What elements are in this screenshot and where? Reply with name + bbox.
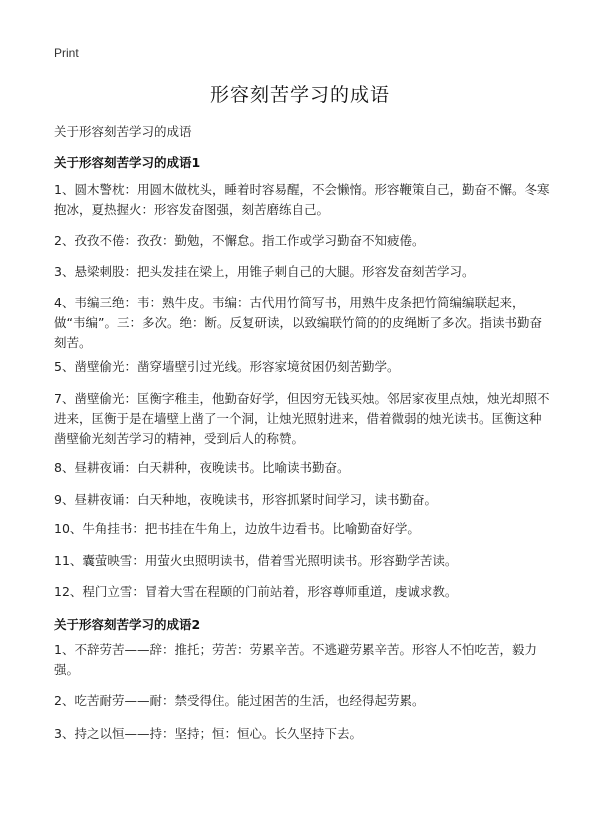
page-title: 形容刻苦学习的成语 bbox=[209, 84, 390, 106]
list-item: 3、持之以恒——持：坚持；恒：恒心。长久坚持下去。 bbox=[54, 726, 362, 741]
list-item: 8、昼耕夜诵：白天耕种，夜晚读书。比喻读书勤奋。 bbox=[54, 460, 350, 475]
list-item: 2、吃苦耐劳——耐：禁受得住。能过困苦的生活，也经得起劳累。 bbox=[54, 693, 425, 708]
list-item: 4、韦编三绝：韦：熟牛皮。韦编：古代用竹简写书，用熟牛皮条把竹简编编联起来，做“韦编”。三：多次。绝：断。反复研读，以致编联竹简的的皮绳断了多次。指读书勤奋刻苦。 bbox=[54, 295, 542, 350]
list-item: 11、囊萤映雪：用萤火虫照明读书，借着雪光照明读书。形容勤学苦读。 bbox=[54, 553, 458, 568]
list-item: 5、凿壁偷光：凿穿墙壁引过光线。形容家境贫困仍刻苦勤学。 bbox=[54, 359, 400, 374]
list-item: 3、悬梁刺股：把头发挂在梁上，用锥子刺自己的大腿。形容发奋刻苦学习。 bbox=[54, 264, 475, 279]
list-item: 10、牛角挂书：把书挂在牛角上，边放牛边看书。比喻勤奋好学。 bbox=[54, 521, 420, 536]
list-item: 7、凿壁偷光：匡衡字稚圭，他勤奋好学，但因穷无钱买烛。邻居家夜里点烛，烛光却照不进来，匡衡于是在墙壁上凿了一个洞，让烛光照射进来，借着微弱的烛光读书。匡衡这种凿壁偷光刻苦学习的精神，受到后人的称赞。 bbox=[54, 391, 550, 446]
print-link[interactable]: Print bbox=[54, 46, 79, 60]
list-item: 2、孜孜不倦：孜孜：勤勉，不懈怠。指工作或学习勤奋不知疲倦。 bbox=[54, 233, 425, 248]
list-item: 1、不辞劳苦——辞：推托；劳苦：劳累辛苦。不逃避劳累辛苦。形容人不怕吃苦，毅力强。 bbox=[54, 642, 537, 677]
page-subtitle: 关于形容刻苦学习的成语 bbox=[54, 124, 192, 139]
list-item: 9、昼耕夜诵：白天种地，夜晚读书，形容抓紧时间学习，读书勤奋。 bbox=[54, 492, 437, 507]
section-heading-2: 关于形容刻苦学习的成语2 bbox=[54, 617, 201, 632]
list-item: 12、程门立雪：冒着大雪在程颐的门前站着，形容尊师重道，虔诚求教。 bbox=[54, 584, 458, 599]
list-item: 1、圆木警枕：用圆木做枕头，睡着时容易醒，不会懒惰。形容鞭策自己，勤奋不懈。冬寒抱冰，夏热握火：形容发奋图强，刻苦磨练自己。 bbox=[54, 182, 550, 217]
section-heading-1: 关于形容刻苦学习的成语1 bbox=[54, 155, 201, 170]
